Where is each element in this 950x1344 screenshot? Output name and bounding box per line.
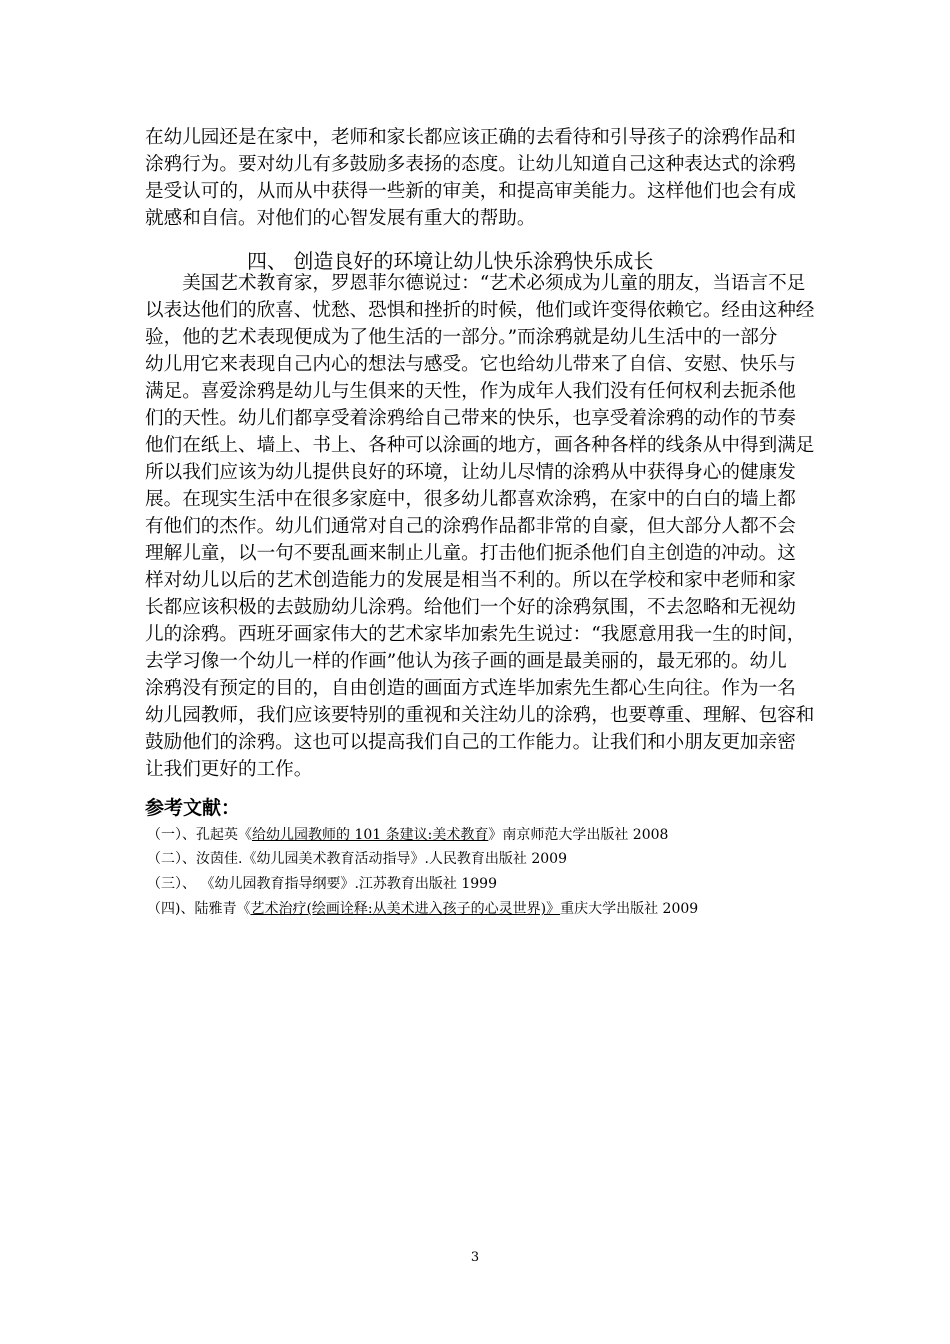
paragraph-line: 理解儿童，以一句不要乱画来制止儿童。打击他们扼杀他们自主创造的冲动。这 bbox=[145, 543, 796, 564]
reference-prefix: （四)、陆雅青《 bbox=[147, 901, 251, 917]
reference-title: 幼儿园美术教育活动指导 bbox=[256, 851, 411, 867]
paragraph-line: 就感和自信。对他们的心智发展有重大的帮助。 bbox=[145, 208, 536, 229]
paragraph-line: 儿的涂鸦。西班牙画家伟大的艺术家毕加索先生说过：“我愿意用我一生的时间， bbox=[145, 624, 806, 645]
paragraph-line: 涂鸦没有预定的目的，自由创造的画面方式连毕加索先生都心生向往。作为一名 bbox=[145, 678, 796, 699]
reference-item bbox=[147, 824, 827, 846]
paragraph-line: 是受认可的，从而从中获得一些新的审美，和提高审美能力。这样他们也会有成 bbox=[145, 181, 796, 202]
reference-suffix: 》南京师范大学出版社 2008 bbox=[488, 827, 669, 843]
reference-item bbox=[147, 873, 827, 895]
reference-title: 给幼儿园教师的 101 条建议:美术教育 bbox=[252, 827, 489, 843]
paragraph-line: 所以我们应该为幼儿提供良好的环境，让幼儿尽情的涂鸦从中获得身心的健康发 bbox=[145, 462, 796, 483]
paragraph-line: 美国艺术教育家，罗恩菲尔德说过：“艺术必须成为儿童的朋友，当语言不足 bbox=[145, 273, 806, 294]
paragraph-line: 幼儿园教师，我们应该要特别的重视和关注幼儿的涂鸦，也要尊重、理解、包容和 bbox=[145, 705, 815, 726]
page-number: 3 bbox=[470, 1250, 480, 1265]
paragraph-line: 有他们的杰作。幼儿们通常对自己的涂鸦作品都非常的自豪，但大部分人都不会 bbox=[145, 516, 796, 537]
reference-title: 幼儿园教育指导纲要 bbox=[214, 876, 341, 892]
paragraph-line: 们的天性。幼儿们都享受着涂鸦给自己带来的快乐，也享受着涂鸦的动作的节奏 bbox=[145, 408, 796, 429]
paragraph-line: 他们在纸上、墙上、书上、各种可以涂画的地方，画各种各样的线条从中得到满足 bbox=[145, 435, 815, 456]
section-heading: 四、 创造良好的环境让幼儿快乐涂鸦快乐成长 bbox=[247, 249, 654, 273]
paragraph-line: 去学习像一个幼儿一样的作画”他认为孩子画的画是最美丽的，最无邪的。幼儿 bbox=[145, 651, 787, 672]
paragraph-line: 幼儿用它来表现自己内心的想法与感受。它也给幼儿带来了自信、安慰、快乐与 bbox=[145, 354, 796, 375]
reference-suffix: 》.人民教育出版社 2009 bbox=[410, 851, 567, 867]
paragraph-line: 涂鸦行为。要对幼儿有多鼓励多表扬的态度。让幼儿知道自己这种表达式的涂鸦 bbox=[145, 154, 796, 175]
paragraph-line: 长都应该积极的去鼓励幼儿涂鸦。给他们一个好的涂鸦氛围，不去忽略和无视幼 bbox=[145, 597, 796, 618]
reference-item bbox=[147, 898, 827, 920]
paragraph-line: 满足。喜爱涂鸦是幼儿与生俱来的天性，作为成年人我们没有任何权利去扼杀他 bbox=[145, 381, 796, 402]
reference-suffix: 重庆大学出版社 2009 bbox=[560, 901, 699, 917]
reference-prefix: （一）、孔起英《 bbox=[147, 827, 252, 843]
reference-prefix: （三）、 《 bbox=[147, 876, 215, 892]
paragraph-line: 鼓励他们的涂鸦。这也可以提高我们自己的工作能力。让我们和小朋友更加亲密 bbox=[145, 732, 796, 753]
paragraph-line: 在幼儿园还是在家中，老师和家长都应该正确的去看待和引导孩子的涂鸦作品和 bbox=[145, 127, 796, 148]
paragraph-line: 展。在现实生活中在很多家庭中，很多幼儿都喜欢涂鸦，在家中的白白的墙上都 bbox=[145, 489, 796, 510]
references-heading: 参考文献： bbox=[145, 797, 241, 819]
paragraph-line: 以表达他们的欣喜、忧愁、恐惧和挫折的时候，他们或许变得依赖它。经由这种经 bbox=[145, 300, 815, 321]
paragraph-line: 让我们更好的工作。 bbox=[145, 759, 313, 780]
paragraph-line: 验，他的艺术表现便成为了他生活的一部分。”而涂鸦就是幼儿生活中的一部分 bbox=[145, 327, 778, 348]
paragraph-line: 样对幼儿以后的艺术创造能力的发展是相当不利的。所以在学校和家中老师和家 bbox=[145, 570, 796, 591]
reference-prefix: （二）、汝茵佳.《 bbox=[147, 851, 257, 867]
reference-item bbox=[147, 848, 827, 870]
reference-title: 艺术治疗(绘画诠释:从美术进入孩子的心灵世界)》 bbox=[250, 901, 561, 917]
reference-suffix: 》.江苏教育出版社 1999 bbox=[340, 876, 497, 892]
